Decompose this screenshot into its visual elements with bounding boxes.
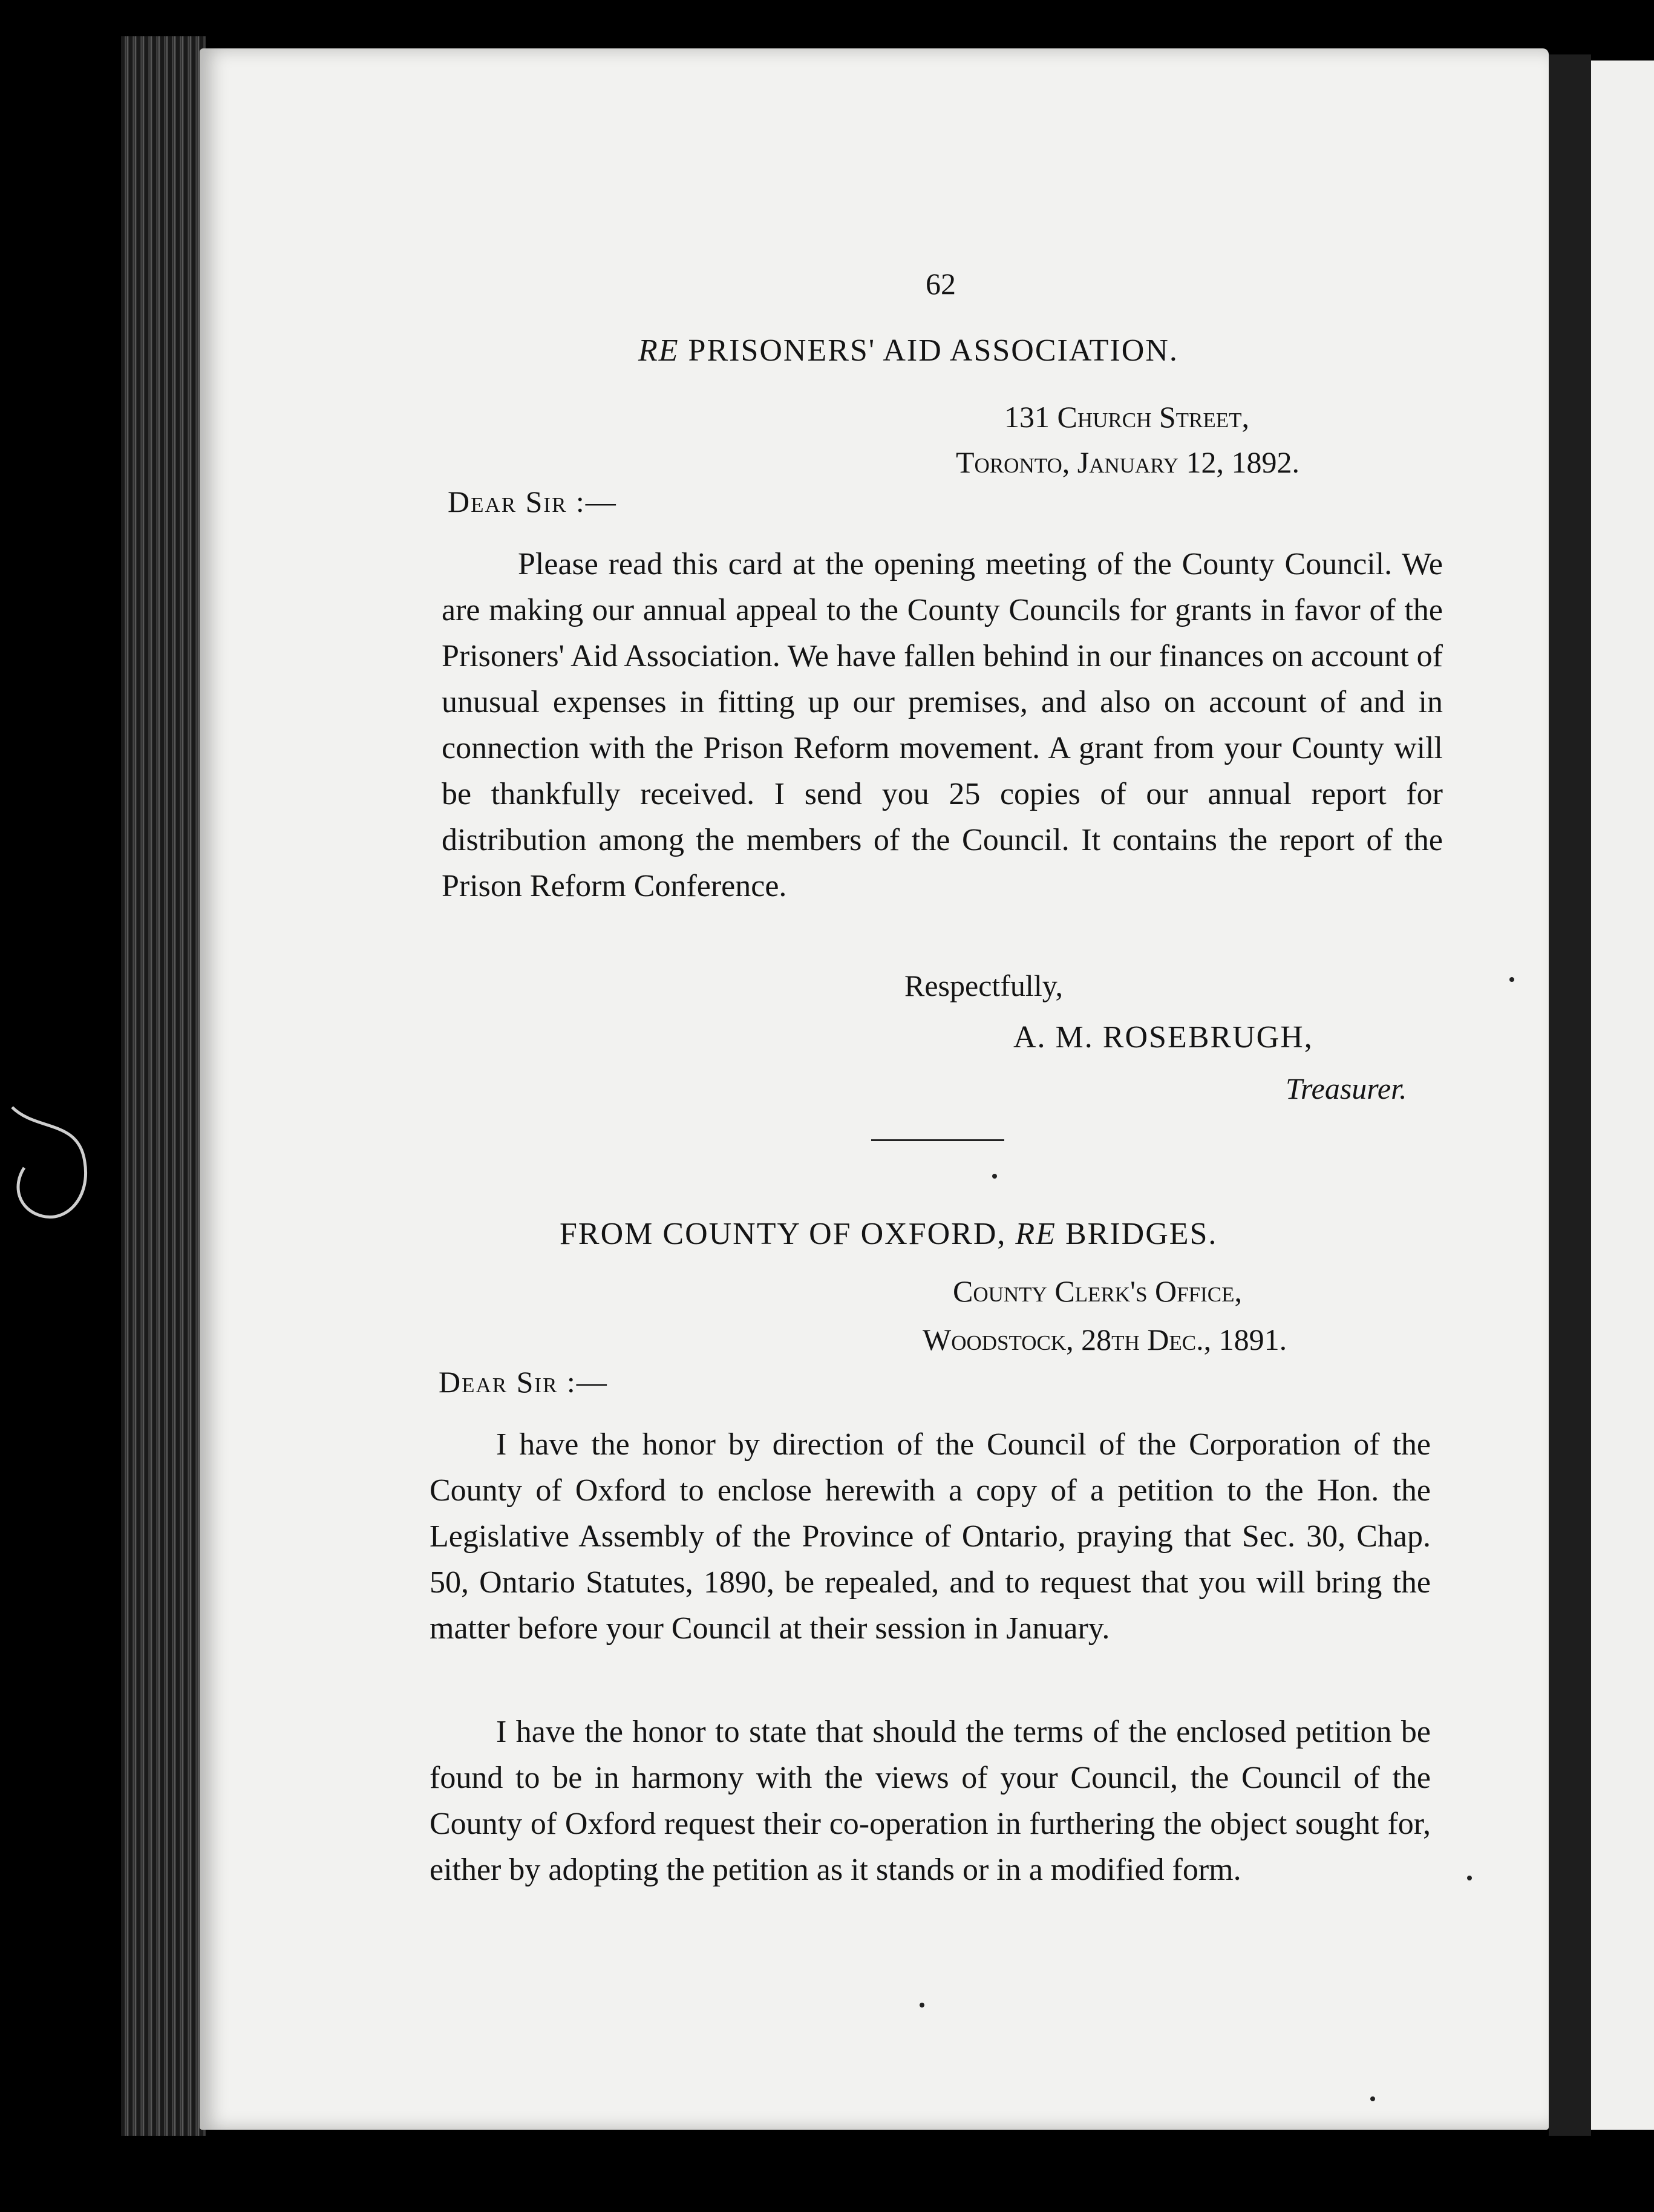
letter2-address-line1: County Clerk's Office, [953, 1274, 1242, 1308]
letter2-paragraph2: I have the honor to state that should the terms of the enclosed petition be found to be in harmony with the views of your Council, the Council of the County of Oxford request their co-operation in furthering the object sought for, either by adopting the petition as it stands or in a modified form. [430, 1715, 1431, 1887]
letter2-heading [560, 1216, 1217, 1252]
letter2-salutation: Dear Sir :— [439, 1365, 608, 1399]
letter2-heading-pre: FROM COUNTY OF OXFORD, [560, 1217, 1016, 1251]
letter2-heading-post: BRIDGES. [1056, 1217, 1218, 1251]
scan-speck [1509, 977, 1514, 982]
letter1-address-line2: Toronto, January 12, 1892. [956, 445, 1299, 479]
scan-speck [992, 1174, 997, 1179]
re-italic: RE [1015, 1217, 1056, 1251]
section-divider [871, 1139, 1004, 1141]
facing-page-edge [1591, 61, 1654, 2130]
letter1-body: Please read this card at the opening meeting of the County Council. We are making our annual appeal to the County Councils for grants in favor of the Prisoners' Aid Association. We have fallen behind in our finances on account of unusual expenses in fitting up our premises, and also on account of and in connection with the Prison Reform movement. A grant from your County will be thankfully received. I send you 25 copies of our annual report for distribution among the members of the Council. It contains the report of the Prison Reform Conference. [442, 547, 1443, 903]
letter1-address-line1: 131 Church Street, [1004, 400, 1250, 434]
margin-scrawl [0, 1095, 121, 1240]
page-number: 62 [926, 267, 956, 301]
re-italic: RE [638, 333, 679, 368]
letter1-title: Treasurer. [1286, 1072, 1407, 1105]
letter1-signature: A. M. ROSEBRUGH, [1013, 1020, 1313, 1055]
scan-speck [1467, 1876, 1472, 1880]
scan-speck [920, 2003, 924, 2007]
letter1-heading-text: PRISONERS' AID ASSOCIATION. [679, 333, 1178, 368]
letter1-salutation: Dear Sir :— [448, 485, 617, 519]
scan-speck [1370, 2096, 1375, 2101]
letter2-paragraph1: I have the honor by direction of the Council of the Corporation of the County of Oxford to enclose herewith a copy of a petition to the Hon. the Legislative Assembly of the Province of Ontario, praying that Sec. 30, Chap. 50, Ontario Statutes, 1890, be repealed, and to request that you will bring the matter before your Council at their session in January. [430, 1427, 1431, 1646]
letter1-heading [638, 333, 1178, 368]
book-page-edges [121, 36, 206, 2136]
letter1-closing: Respectfully, [904, 969, 1063, 1003]
gutter-shadow [1549, 54, 1591, 2136]
letter2-address-line2: Woodstock, 28th Dec., 1891. [923, 1323, 1287, 1356]
